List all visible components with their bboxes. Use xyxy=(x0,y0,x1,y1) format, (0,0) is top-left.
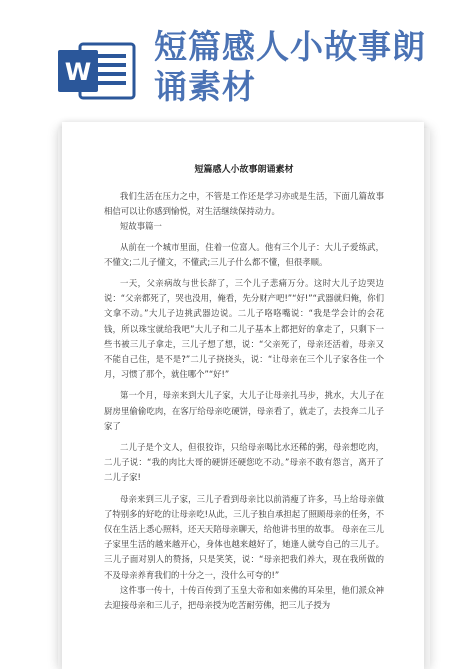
intro-paragraph: 我们生活在压力之中，不管是工作还是学习亦或是生活，下面几篇故事相信可以让你感到愉悦，对生活继续保持动力。 xyxy=(104,191,384,217)
document-page xyxy=(62,122,424,669)
story-paragraph: 这件事一传十，十传百传到了玉皇大帝和如来佛的耳朵里，他们派众神去迎接母亲和三儿子，把母亲授为吃苦耐劳佛，把三儿子授为 xyxy=(104,584,384,611)
story-paragraph: 母亲来到三儿子家，三儿子看到母亲比以前消瘦了许多，马上给母亲做了特别多的好吃的让母亲吃!从此，三儿子独自承担起了照顾母亲的任务，不仅在生活上悉心照料，还天天陪母亲聊天，给他讲书里的故事。 母亲在三儿子家里生活的越来越开心，身体也越来越好了，她逢人就夸自己的三儿子。三儿子面对别人的赞扬，只是笑笑，说：“母亲把我们养大，现在我所做的不及母亲养育我们的十分之一，没什么可夸的!” xyxy=(104,493,384,580)
story-paragraph: 第一个月，母亲来到大儿子家，大儿子让母亲扎马步，挑水，大儿子在厨房里偷偷吃肉，在客厅给母亲吃硬饼，母亲看了，就走了，去投奔二儿子家了 xyxy=(104,390,384,431)
story-paragraph: 一天，父亲病故与世长辞了，三个儿子悲痛万分。这时大儿子边哭边说：“父亲都死了，哭也没用，俺看，先分财产吧!”“好!”“武器就归俺，你们文拿不动。”大儿子边挑武器边说。二儿子咯咯嘴说：“我是学会计的会花钱，所以珠宝就给我吧”大儿子和二儿子基本上都把好的拿走了，只剩下一些书被三儿子拿走，三儿子想了想，说：“父亲死了，母亲还活着，母亲又不能自己住，是不是?”二儿子挠挠头，说：“让母亲在三个儿子家各住一个月，习惯了那个，就住哪个”“好!” xyxy=(104,278,384,380)
story-paragraph: 从前在一个城市里面，住着一位富人。他有三个儿子：大儿子爱练武，不懂文;二儿子懂文，不懂武;三儿子什么都不懂，但很孝顺。 xyxy=(104,241,384,267)
document-title: 短篇感人小故事朗诵素材 xyxy=(194,165,294,175)
word-doc-icon xyxy=(58,40,138,102)
section-heading: 短故事篇一 xyxy=(120,221,162,232)
banner-title: 短篇感人小故事朗诵素材 xyxy=(154,27,426,106)
story-paragraph: 二儿子是个文人，但很狡诈，只给母亲喝比水还稀的粥，母亲想吃肉，二儿子说：“我的肉比大哥的硬饼还硬您吃不动。”母亲不敢有怨言，离开了二儿子家! xyxy=(104,442,384,483)
svg-text:W: W xyxy=(64,58,92,86)
